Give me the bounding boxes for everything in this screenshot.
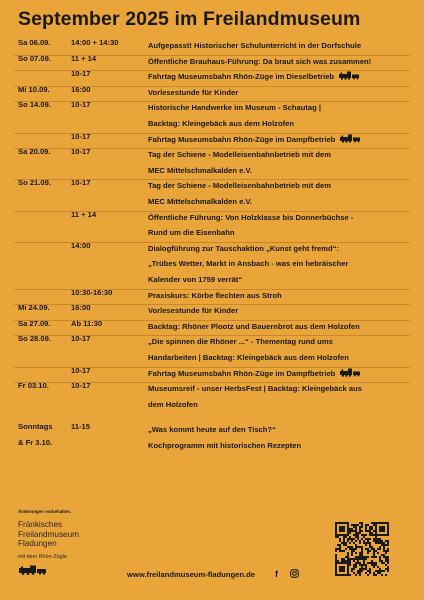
- event-time: 10-17: [71, 69, 91, 79]
- event-time: 10-17: [71, 178, 91, 188]
- event-time: 11-15: [71, 422, 91, 432]
- event-row: [0, 38, 424, 54]
- event-date: Sa 20.09.: [18, 147, 51, 157]
- event-time: 11 + 14: [71, 53, 97, 63]
- event-text: Dialogführung zur Tauschaktion „Kunst geht fremd“:: [148, 243, 339, 253]
- event-text: Kochprogramm mit historischen Rezepten: [148, 440, 302, 450]
- event-text: Praxiskurs: Körbe flechten aus Stroh: [148, 290, 282, 300]
- event-row: [0, 303, 424, 319]
- event-text: Backtag: Rhöner Plootz und Bauernbrot aus dem Holzofen: [148, 321, 360, 331]
- footer-branding: [18, 509, 79, 580]
- changes-note: Änderungen vorbehalten.: [18, 509, 72, 514]
- event-date: So 21.09.: [18, 178, 51, 188]
- event-text: „Trübes Wetter, Markt in Ansbach - was ein hebräischer: [148, 259, 349, 269]
- event-date: So 14.09.: [18, 100, 51, 110]
- event-description: [148, 334, 412, 365]
- event-text: Vorlesestunde für Kinder: [148, 87, 239, 97]
- event-text: Handarbeiten | Backtag: Kleingebäck aus dem Holzofen: [148, 352, 349, 362]
- event-text: Aufgepasst! Historischer Schulunterricht in der Dorfschule: [148, 41, 362, 50]
- event-date: Mi 10.09.: [18, 84, 50, 94]
- event-description-line: [148, 381, 412, 397]
- facebook-icon[interactable]: f: [275, 569, 278, 579]
- event-time: 10-17: [71, 365, 91, 375]
- event-time: Ab 11:30: [71, 318, 103, 328]
- event-time: 10-17: [71, 334, 91, 344]
- event-description-line: [148, 319, 412, 335]
- event-description-line: [148, 38, 412, 54]
- qr-code-icon[interactable]: [335, 522, 389, 576]
- museum-name-line: Fladungen: [18, 539, 57, 549]
- event-text: „Was kommt heute auf den Tisch?“: [148, 425, 276, 435]
- event-description-line: [148, 225, 412, 241]
- event-description-line: [148, 397, 412, 413]
- event-description: [148, 69, 412, 85]
- event-description-line: [148, 366, 412, 382]
- event-description-line: [148, 85, 412, 101]
- event-description: [148, 303, 412, 319]
- event-description: [148, 54, 412, 70]
- event-row: [0, 54, 424, 70]
- event-text: Fahrtag Museumsbahn Rhön-Züge im Dampfbetrieb: [148, 368, 336, 378]
- event-description-line: [148, 69, 412, 85]
- event-text: Tag der Schiene - Modelleisenbahnbetrieb mit dem: [148, 150, 331, 160]
- event-row: [0, 132, 424, 148]
- event-text: Rund um die Eisenbahn: [148, 228, 235, 238]
- event-text: Öffentliche Brauhaus-Führung: Da braut sich was zusammen!: [148, 56, 372, 66]
- event-text: Tag der Schiene - Modelleisenbahnbetrieb mit dem: [148, 181, 331, 191]
- event-text: MEC Mittelschmalkalden e.V.: [148, 165, 252, 175]
- event-text: Historische Handwerke im Museum - Schautag |: [148, 103, 322, 113]
- event-row: [0, 178, 424, 209]
- event-time: 10-17: [71, 381, 91, 391]
- event-date: So 28.09.: [18, 334, 51, 344]
- event-row: [0, 85, 424, 101]
- event-description-line: [148, 422, 412, 438]
- event-time: 16:00: [71, 84, 91, 94]
- museum-name-line: Fränkisches: [18, 520, 63, 529]
- event-row: [0, 210, 424, 241]
- event-description-line: [148, 132, 412, 148]
- event-row: [0, 422, 424, 453]
- event-text: MEC Mittelschmalkalden e.V.: [148, 196, 252, 206]
- event-description-line: [148, 100, 412, 116]
- train-icon: [339, 133, 361, 141]
- event-description-line: [148, 303, 412, 319]
- event-description: [148, 422, 412, 453]
- event-text: Backtag: Kleingebäck aus dem Holzofen: [148, 118, 295, 128]
- train-icon: [338, 70, 360, 78]
- event-date: Sa 06.09.: [18, 38, 51, 47]
- event-date: Fr 03.10.: [18, 381, 49, 391]
- event-row: [0, 288, 424, 304]
- event-text: Fahrtag Museumsbahn Rhön-Züge im Dampfbetrieb: [148, 134, 336, 144]
- museum-subtitle: mit dem Rhön-Zügle: [18, 553, 67, 560]
- museum-name-line: Freilandmuseum: [18, 529, 79, 539]
- event-time: 14:00: [71, 240, 91, 250]
- event-time: 10:30-16:30: [71, 287, 113, 297]
- event-description-line: [148, 438, 412, 454]
- page-title: September 2025 im Freilandmuseum: [18, 8, 361, 30]
- event-row: [0, 366, 424, 382]
- event-description: [148, 178, 412, 209]
- event-text: „Die spinnen die Rhöner ...“ - Thementag rund ums: [148, 337, 333, 347]
- event-description: [148, 288, 412, 304]
- event-text: Fahrtag Museumsbahn Rhön-Züge im Dieselbetrieb: [148, 72, 335, 82]
- website-link[interactable]: www.freilandmuseum-fladungen.de: [127, 570, 255, 579]
- event-description-line: [148, 54, 412, 70]
- event-description-line: [148, 116, 412, 132]
- event-description-line: [148, 163, 412, 179]
- event-description-line: [148, 178, 412, 194]
- event-row: [0, 381, 424, 412]
- event-description-line: [148, 288, 412, 304]
- train-logo-icon: [18, 562, 79, 580]
- event-description-line: [148, 210, 412, 226]
- event-time: 11 + 14: [71, 209, 97, 219]
- event-time: 16:00: [71, 303, 91, 313]
- event-description: [148, 381, 412, 412]
- event-description-line: [148, 256, 412, 272]
- event-row: [0, 241, 424, 288]
- event-description: [148, 319, 412, 335]
- event-time: 10-17: [71, 147, 91, 157]
- event-text: Öffentliche Führung: Von Holzklasse bis Donnerbüchse -: [148, 212, 354, 222]
- event-description: [148, 38, 412, 54]
- event-row: [0, 147, 424, 178]
- event-text: Vorlesestunde für Kinder: [148, 306, 239, 316]
- event-date: & Fr 3.10.: [18, 437, 53, 447]
- event-time: 14:00 + 14:30: [71, 38, 119, 47]
- event-description-line: [148, 350, 412, 366]
- event-text: Museumsreif - unser HerbsFest | Backtag: Kleingebäck aus: [148, 384, 362, 394]
- event-description: [148, 147, 412, 178]
- event-text: dem Holzofen: [148, 399, 198, 409]
- event-description-line: [148, 241, 412, 257]
- event-date: Sa 27.09.: [18, 318, 51, 328]
- event-row: [0, 69, 424, 85]
- event-date: Mi 24.09.: [18, 303, 50, 313]
- event-description-line: [148, 194, 412, 210]
- event-row: [0, 334, 424, 365]
- event-description: [148, 100, 412, 131]
- event-description: [148, 85, 412, 101]
- event-description: [148, 132, 412, 148]
- event-description-line: [148, 272, 412, 288]
- event-row: [0, 100, 424, 131]
- event-description: [148, 210, 412, 241]
- instagram-icon[interactable]: [290, 569, 299, 580]
- museum-name: [18, 520, 79, 549]
- event-row: [0, 319, 424, 335]
- event-date: So 07.09.: [18, 53, 51, 63]
- event-text: Kalender von 1759 verrät“: [148, 274, 243, 284]
- event-time: 10-17: [71, 131, 91, 141]
- event-description-line: [148, 147, 412, 163]
- event-time: 10-17: [71, 100, 91, 110]
- event-description: [148, 366, 412, 382]
- train-icon: [339, 367, 361, 375]
- event-description-line: [148, 334, 412, 350]
- event-description: [148, 241, 412, 288]
- event-date: Sonntags: [18, 422, 53, 432]
